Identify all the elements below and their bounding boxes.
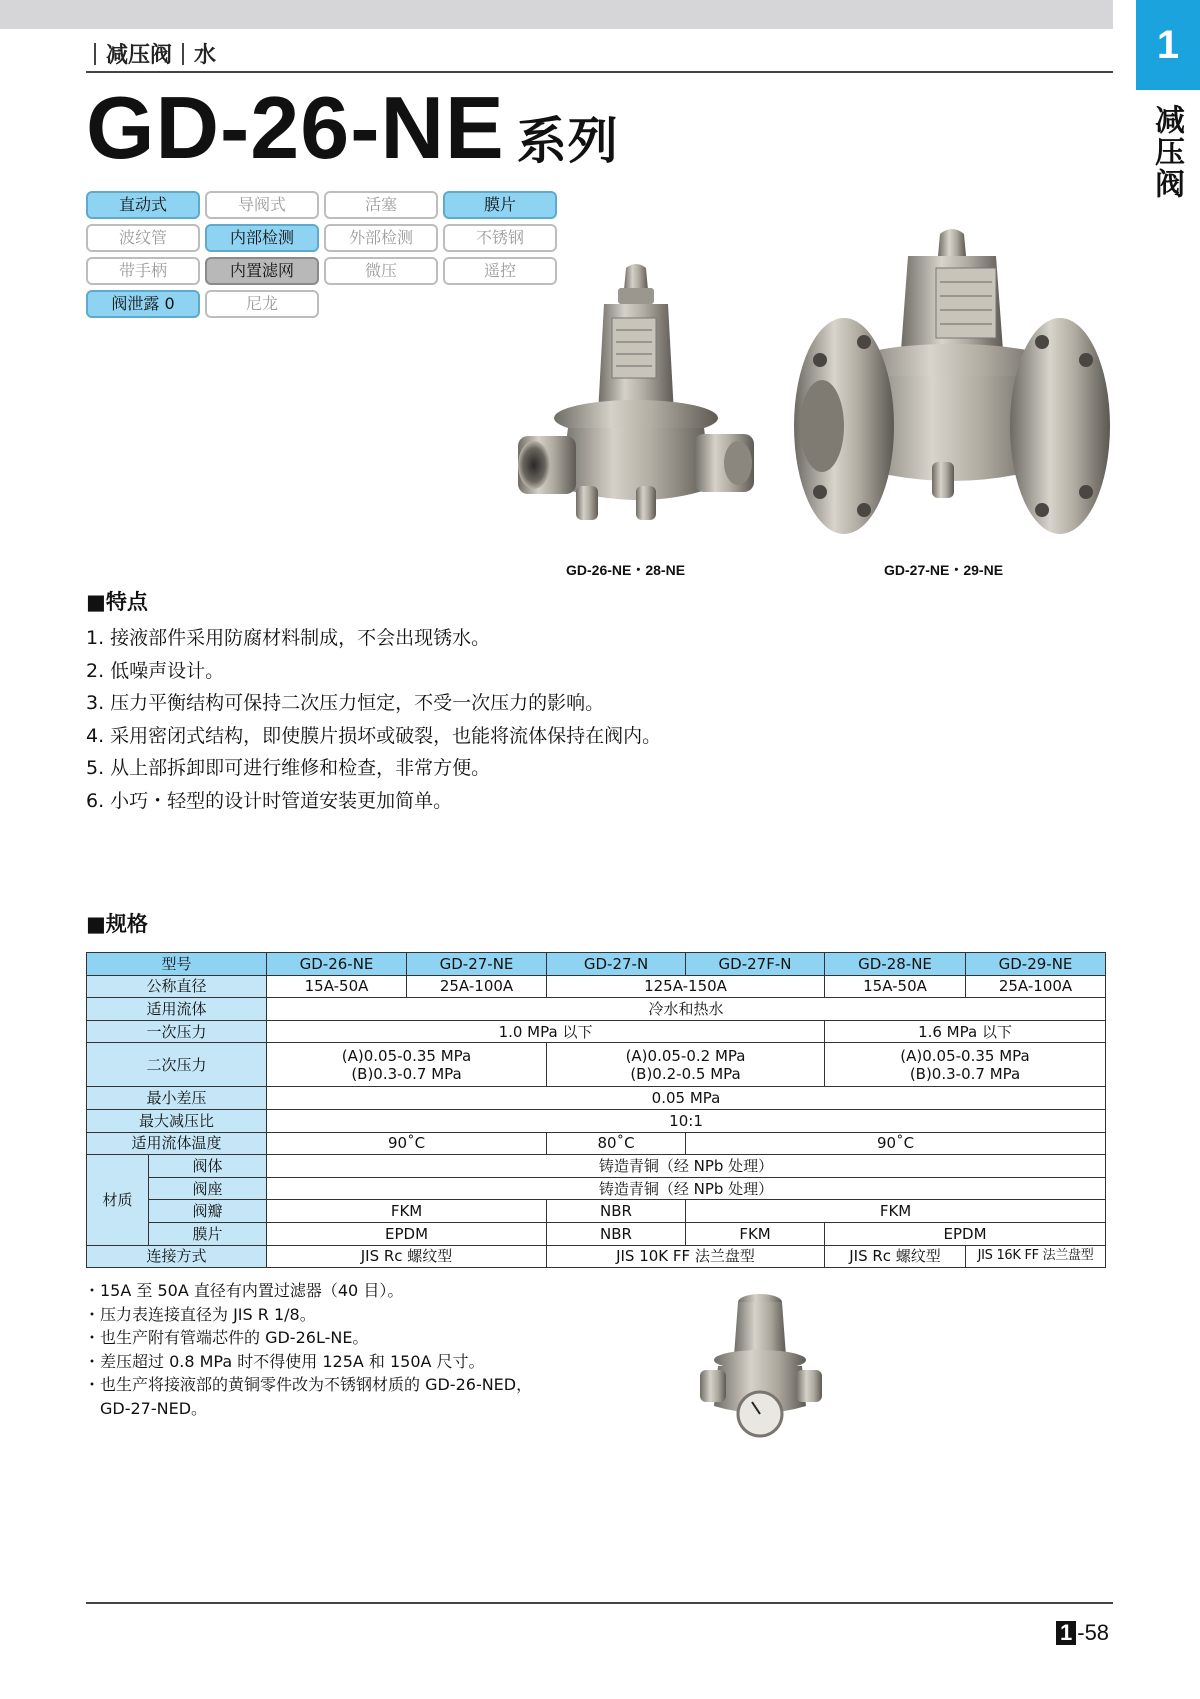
title-model: GD-26-NE <box>86 78 505 177</box>
spec-cell: 冷水和热水 <box>267 998 1106 1021</box>
features-heading: ■特点 <box>86 590 148 614</box>
spec-model-header: GD-27F-N <box>686 953 825 976</box>
page-number <box>1056 1620 1109 1646</box>
tag-stainless: 不锈钢 <box>443 224 557 252</box>
spec-cell: 铸造青铜（经 NPb 处理） <box>267 1155 1106 1178</box>
spec-cell-line: (B)0.3-0.7 MPa <box>351 1064 462 1083</box>
spec-label: 材质 <box>87 1155 149 1245</box>
spec-cell: 90˚C <box>686 1132 1106 1155</box>
spec-cell: 90˚C <box>267 1132 547 1155</box>
tag-remote: 遥控 <box>443 257 557 285</box>
spec-cell: 1.0 MPa 以下 <box>267 1020 825 1043</box>
spec-cell: 25A-100A <box>966 975 1106 998</box>
spec-cell: JIS Rc 螺纹型 <box>267 1245 547 1268</box>
spec-cell-line: (A)0.05-0.2 MPa <box>625 1046 746 1065</box>
feature-item: 2. 低噪声设计。 <box>86 659 225 682</box>
feature-item: 6. 小巧・轻型的设计时管道安装更加简单。 <box>86 789 453 812</box>
chapter-tab: 1 <box>1136 0 1200 90</box>
breadcrumb-medium: 水 <box>194 43 217 68</box>
spec-cell-line: (A)0.05-0.35 MPa <box>900 1046 1030 1065</box>
spec-label: 最小差压 <box>87 1087 267 1110</box>
spec-cell: 10:1 <box>267 1109 1106 1132</box>
spec-cell <box>267 1043 547 1087</box>
spec-row-secondary <box>87 1043 1106 1087</box>
features-list <box>86 622 661 817</box>
spec-model-header: GD-26-NE <box>267 953 407 976</box>
spec-label: 公称直径 <box>87 975 267 998</box>
spec-row-disc <box>87 1200 1106 1223</box>
spec-label: 适用流体 <box>87 998 267 1021</box>
spec-cell: JIS 16K FF 法兰盘型 <box>966 1245 1106 1268</box>
spec-cell: EPDM <box>267 1222 547 1245</box>
product-image-gd-26-ne <box>516 258 756 554</box>
spec-row-seat <box>87 1177 1106 1200</box>
spec-label: 阀瓣 <box>149 1200 267 1223</box>
feature-item: 1. 接液部件采用防腐材料制成，不会出现锈水。 <box>86 627 491 649</box>
spec-cell: NBR <box>547 1200 686 1223</box>
tag-piston: 活塞 <box>324 191 438 219</box>
tag-bellows: 波纹管 <box>86 224 200 252</box>
tag-built-in-strainer: 内置滤网 <box>205 257 319 285</box>
feature-item: 4. 采用密闭式结构，即使膜片损坏或破裂，也能将流体保持在阀内。 <box>86 724 662 747</box>
header-rule <box>86 71 1113 73</box>
spec-cell: 80˚C <box>547 1132 686 1155</box>
product-image-gd-27-ne <box>792 226 1112 552</box>
feature-tag-grid <box>86 191 557 318</box>
spec-cell: 1.6 MPa 以下 <box>825 1020 1106 1043</box>
note-item: ・15A 至 50A 直径有内置过滤器（40 目）。 <box>84 1281 404 1300</box>
tag-nylon: 尼龙 <box>205 290 319 318</box>
spec-cell: FKM <box>267 1200 547 1223</box>
product-image-with-gauge <box>698 1288 823 1440</box>
spec-cell: 15A-50A <box>825 975 966 998</box>
spec-label: 适用流体温度 <box>87 1132 267 1155</box>
spec-label: 连接方式 <box>87 1245 267 1268</box>
spec-cell-line: (A)0.05-0.35 MPa <box>341 1046 472 1065</box>
spec-model-header: GD-28-NE <box>825 953 966 976</box>
spec-row-fluid <box>87 998 1106 1021</box>
breadcrumb <box>84 38 216 69</box>
spec-cell <box>825 1043 1106 1087</box>
spec-cell: NBR <box>547 1222 686 1245</box>
page-index: -58 <box>1077 1620 1110 1645</box>
spec-label: 最大减压比 <box>87 1109 267 1132</box>
spec-table <box>86 952 1106 1268</box>
notes-list <box>84 1279 532 1420</box>
feature-item: 5. 从上部拆卸即可进行维修和检查，非常方便。 <box>86 757 491 779</box>
spec-heading: ■规格 <box>86 912 148 936</box>
spec-label: 一次压力 <box>87 1020 267 1043</box>
title-suffix: 系列 <box>516 112 619 170</box>
breadcrumb-divider <box>94 43 96 65</box>
spec-row-model <box>87 953 1106 976</box>
tag-internal-sensing: 内部检测 <box>205 224 319 252</box>
chapter-side-label: 减压阀 <box>1149 104 1184 200</box>
spec-model-header: GD-29-NE <box>966 953 1106 976</box>
spec-cell: FKM <box>686 1222 825 1245</box>
page-chapter: 1 <box>1056 1621 1076 1645</box>
spec-label: 阀体 <box>149 1155 267 1178</box>
note-item: GD-27-NED。 <box>84 1398 208 1418</box>
breadcrumb-category: 减压阀 <box>106 43 173 68</box>
spec-cell: 0.05 MPa <box>267 1087 1106 1110</box>
note-item: ・也生产附有管端芯件的 GD-26L-NE。 <box>84 1328 369 1347</box>
note-item: ・差压超过 0.8 MPa 时不得使用 125A 和 150A 尺寸。 <box>84 1351 485 1371</box>
tag-direct-acting: 直动式 <box>86 191 200 219</box>
tag-handle: 带手柄 <box>86 257 200 285</box>
spec-row-nominal <box>87 975 1106 998</box>
spec-row-diaphragm <box>87 1222 1106 1245</box>
spec-label: 型号 <box>87 953 267 976</box>
spec-cell <box>547 1043 825 1087</box>
note-item: ・也生产将接液部的黄铜零件改为不锈钢材质的 GD-26-NED， <box>84 1375 533 1394</box>
tag-zero-leak: 阀泄露 0 <box>86 290 200 318</box>
spec-model-header: GD-27-N <box>547 953 686 976</box>
spec-row-body <box>87 1155 1106 1178</box>
spec-cell: 铸造青铜（经 NPb 处理） <box>267 1177 1106 1200</box>
breadcrumb-divider <box>182 43 184 65</box>
product-caption-2: GD-27-NE・29-NE <box>884 562 1004 578</box>
spec-cell: EPDM <box>825 1222 1106 1245</box>
spec-cell: 15A-50A <box>267 975 407 998</box>
spec-row-max-ratio <box>87 1109 1106 1132</box>
footer-rule <box>86 1602 1113 1604</box>
page-title <box>86 78 619 177</box>
spec-row-connection <box>87 1245 1106 1268</box>
spec-label: 膜片 <box>149 1222 267 1245</box>
top-bar <box>0 0 1113 29</box>
spec-cell: FKM <box>686 1200 1106 1223</box>
spec-cell: 125A-150A <box>547 975 825 998</box>
spec-label: 阀座 <box>149 1177 267 1200</box>
spec-cell: 25A-100A <box>407 975 547 998</box>
spec-cell-line: (B)0.2-0.5 MPa <box>630 1064 741 1083</box>
spec-label: 二次压力 <box>87 1043 267 1087</box>
product-caption-1: GD-26-NE・28-NE <box>566 562 686 578</box>
spec-model-header: GD-27-NE <box>407 953 547 976</box>
tag-diaphragm: 膜片 <box>443 191 557 219</box>
spec-row-min-diff <box>87 1087 1106 1110</box>
note-item: ・压力表连接直径为 JIS R 1/8。 <box>84 1304 316 1324</box>
tag-external-sensing: 外部检测 <box>324 224 438 252</box>
tag-micro-pressure: 微压 <box>324 257 438 285</box>
spec-cell-line: (B)0.3-0.7 MPa <box>909 1064 1021 1083</box>
spec-cell: JIS Rc 螺纹型 <box>825 1245 966 1268</box>
spec-cell: JIS 10K FF 法兰盘型 <box>547 1245 825 1268</box>
spec-row-primary <box>87 1020 1106 1043</box>
spec-row-temp <box>87 1132 1106 1155</box>
tag-pilot: 导阀式 <box>205 191 319 219</box>
feature-item: 3. 压力平衡结构可保持二次压力恒定，不受一次压力的影响。 <box>86 692 605 714</box>
